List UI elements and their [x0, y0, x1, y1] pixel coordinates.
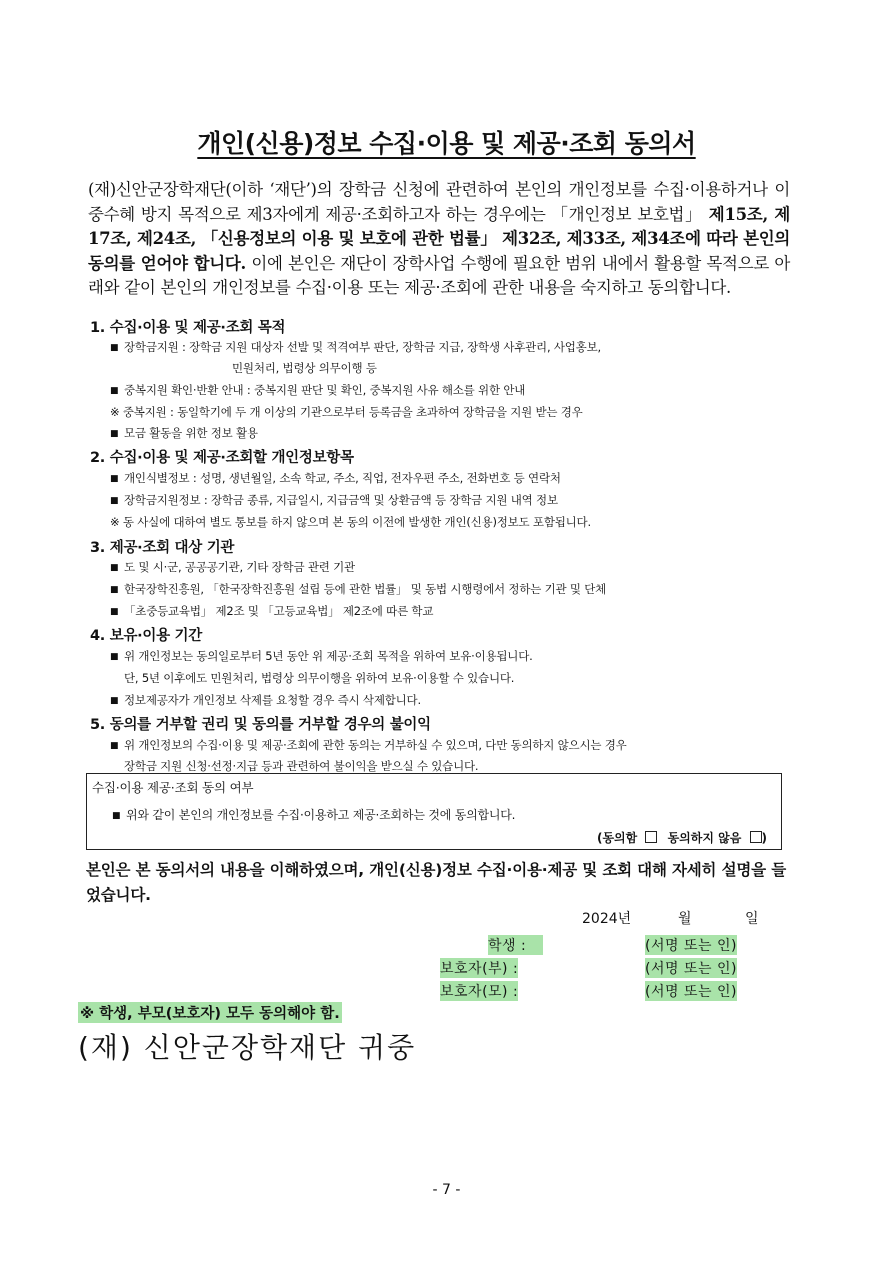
disagree-label: 동의하지 않음	[667, 831, 742, 845]
father-label: 보호자(부) :	[440, 958, 518, 978]
intro-paragraph	[88, 178, 790, 301]
s1-item-1-text: 장학금지원 : 장학금 지원 대상자 선발 및 적격여부 판단, 장학금 지급, 장학생 사후관리, 사업홍보,	[124, 340, 601, 354]
s1-item-2-text: 중복지원 확인·반환 안내 : 중복지원 판단 및 확인, 중복지원 사유 해소를 위한 안내	[124, 383, 526, 397]
date-month: 월	[678, 911, 692, 927]
close-paren: )	[761, 831, 767, 845]
section-3-title: 3. 제공·조회 대상 기관	[90, 540, 235, 556]
square-bullet-icon: ■	[112, 811, 121, 821]
s5-item-1-cont: 장학금 지원 신청·선정·지급 등과 관련하여 불이익을 받으실 수 있습니다.	[124, 759, 479, 773]
s2-item-1-text: 개인식별정보 : 성명, 생년월일, 소속 학교, 주소, 직업, 전자우편 주소, 전화번호 등 연락처	[124, 471, 561, 485]
student-sign-field[interactable]: (서명 또는 인)	[645, 935, 737, 955]
agree-checkbox[interactable]	[645, 831, 657, 843]
square-bullet-icon: ■	[110, 474, 119, 484]
intro-text-2: 이에 본인은 재단이 장학사업 수행에 필요한 범위 내에서 활용할 목적으로 아래와 같이 본인의 개인정보를 수집·이용 또는 제공·조회에 관한 내용을 숙지하고 동의합니다.	[88, 253, 790, 297]
s3-item-3-text: 「초중등교육법」 제2조 및 「고등교육법」 제2조에 따른 학교	[124, 604, 434, 618]
square-bullet-icon: ■	[110, 563, 119, 573]
s2-note: ※ 동 사실에 대하여 별도 통보를 하지 않으며 본 동의 이전에 발생한 개인(신용)정보도 포함됩니다.	[110, 515, 591, 529]
square-bullet-icon: ■	[110, 496, 119, 506]
s1-item-1	[110, 339, 601, 355]
s3-item-2-text: 한국장학진흥원, 「한국장학진흥원 설립 등에 관한 법률」 및 동법 시행령에서 정하는 기관 및 단체	[124, 582, 607, 596]
s4-item-1	[110, 648, 533, 664]
intro-text-legal: 제15조, 제17조, 제24조, 「신용정보의 이용 및 보호에 관한 법률」 제32조, 제33조, 제34조에 따라 본인의 동의를 얻어야 합니다.	[88, 204, 790, 273]
square-bullet-icon: ■	[110, 652, 119, 662]
recipient-foundation: (재) 신안군장학재단 귀중	[78, 1031, 417, 1064]
consent-statement-text: 위와 같이 본인의 개인정보를 수집·이용하고 제공·조회하는 것에 동의합니다.	[126, 808, 516, 822]
square-bullet-icon: ■	[110, 696, 119, 706]
s1-item-4-text: 모금 활동을 위한 정보 활용	[124, 426, 258, 440]
consent-box-title: 수집·이용 제공·조회 동의 여부	[92, 780, 254, 795]
disagree-checkbox[interactable]	[750, 831, 762, 843]
s4-item-2	[110, 692, 421, 708]
s2-item-1	[110, 470, 561, 486]
consent-statement	[112, 806, 515, 823]
mother-label: 보호자(모) :	[440, 981, 518, 1001]
consent-box	[86, 773, 782, 850]
date-year: 2024년	[582, 911, 632, 927]
page-number: - 7 -	[432, 1182, 461, 1198]
date-day: 일	[745, 911, 759, 927]
s1-item-4	[110, 425, 258, 441]
square-bullet-icon: ■	[110, 607, 119, 617]
closing-statement: 본인은 본 동의서의 내용을 이해하였으며, 개인(신용)정보 수집·이용·제공 및 조회 대해 자세히 설명을 들었습니다.	[86, 861, 786, 904]
s3-item-2	[110, 581, 606, 597]
father-sign-field[interactable]: (서명 또는 인)	[645, 958, 737, 978]
mother-sign-field[interactable]: (서명 또는 인)	[645, 981, 737, 1001]
agree-label: (동의함	[596, 831, 638, 845]
s3-item-1	[110, 559, 355, 575]
s1-note: ※ 중복지원 : 동일학기에 두 개 이상의 기관으로부터 등록금을 초과하여 장학금을 지원 받는 경우	[110, 405, 583, 419]
intro-text-1: (재)신안군장학재단(이하 ‘재단’)의 장학금 신청에 관련하여 본인의 개인정보를 수집·이용하거나 이중수혜 방지 목적으로 제3자에게 제공·조회하고자 하는 경우에는 「개인정보 보호법」	[88, 180, 790, 224]
section-4-title: 4. 보유·이용 기간	[90, 628, 202, 644]
s1-item-1-cont: 민원처리, 법령상 의무이행 등	[232, 361, 377, 375]
s3-item-3	[110, 603, 433, 619]
s4-item-1-cont: 단, 5년 이후에도 민원처리, 법령상 의무이행을 위하여 보유·이용할 수 있습니다.	[124, 671, 515, 685]
notice-all-must-agree: ※ 학생, 부모(보호자) 모두 동의해야 함.	[78, 1002, 342, 1023]
s3-item-1-text: 도 및 시·군, 공공공기관, 기타 장학금 관련 기관	[124, 560, 355, 574]
document-title: 개인(신용)정보 수집·이용 및 제공·조회 동의서	[197, 129, 696, 158]
s4-item-1-text: 위 개인정보는 동의일로부터 5년 동안 위 제공·조회 목적을 위하여 보유·이용됩니다.	[124, 649, 533, 663]
student-label: 학생 :	[488, 935, 543, 955]
consent-checkboxes	[597, 829, 767, 846]
square-bullet-icon: ■	[110, 429, 119, 439]
section-2-title: 2. 수집·이용 및 제공·조회할 개인정보항목	[90, 450, 354, 466]
s1-item-2	[110, 382, 525, 398]
square-bullet-icon: ■	[110, 741, 119, 751]
square-bullet-icon: ■	[110, 386, 119, 396]
square-bullet-icon: ■	[110, 585, 119, 595]
section-5-title: 5. 동의를 거부할 권리 및 동의를 거부할 경우의 불이익	[90, 717, 431, 733]
square-bullet-icon: ■	[110, 343, 119, 353]
s5-item-1-text: 위 개인정보의 수집·이용 및 제공·조회에 관한 동의는 거부하실 수 있으며, 다만 동의하지 않으시는 경우	[124, 738, 627, 752]
s2-item-2-text: 장학금지원정보 : 장학금 종류, 지급일시, 지급금액 및 상환금액 등 장학금 지원 내역 정보	[124, 493, 558, 507]
s2-item-2	[110, 492, 558, 508]
s5-item-1	[110, 737, 627, 753]
section-1-title: 1. 수집·이용 및 제공·조회 목적	[90, 320, 286, 336]
s4-item-2-text: 정보제공자가 개인정보 삭제를 요청할 경우 즉시 삭제합니다.	[124, 693, 421, 707]
